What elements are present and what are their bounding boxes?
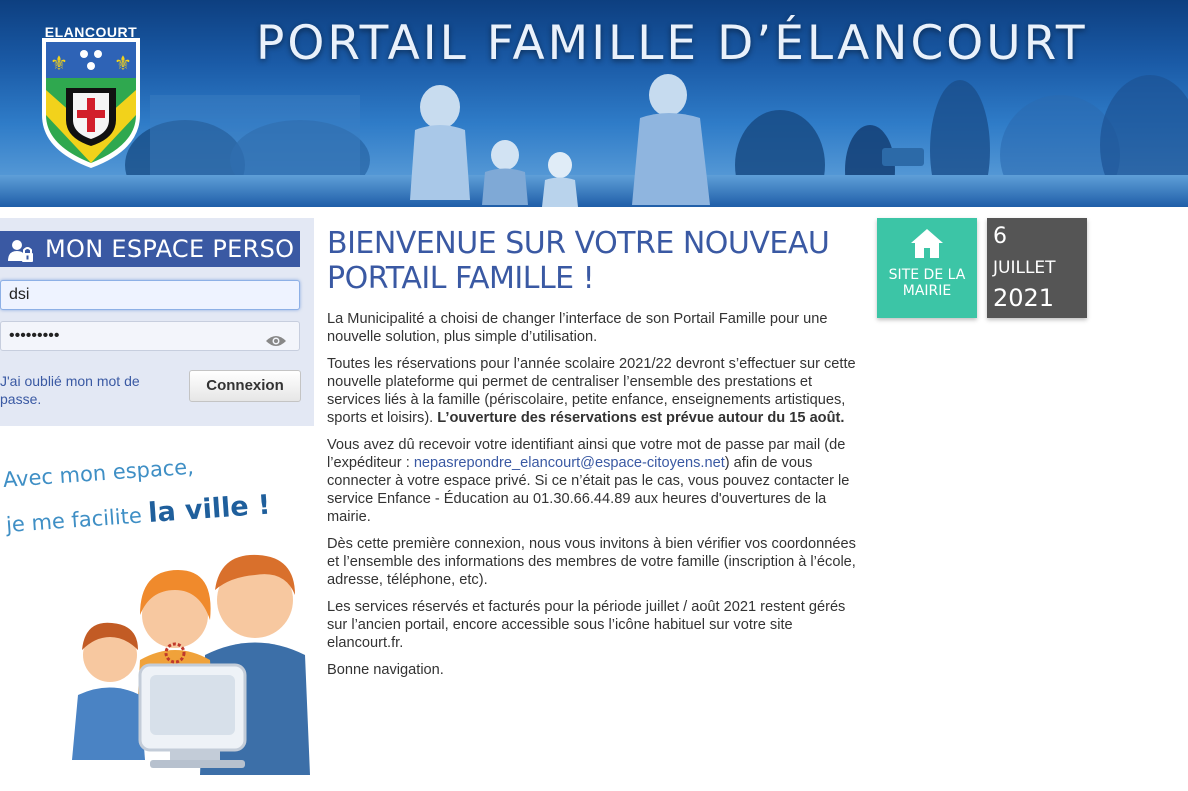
- site-mairie-tile[interactable]: [877, 218, 977, 318]
- paragraph-credentials: [327, 436, 857, 526]
- paragraph-reservations: [327, 355, 857, 427]
- paragraph-closing: Bonne navigation.: [327, 662, 444, 678]
- slogan-line-1: Avec mon espace,: [2, 454, 195, 492]
- login-title: MON ESPACE PERSO: [45, 235, 295, 263]
- paragraph-credentials-before: Vous avez dû recevoir votre identifiant ainsi que votre mot de passe par mail (de l’expéditeur :: [327, 437, 846, 471]
- paragraph-reservations-bold: L’ouverture des réservations est prévue autour du 15 août.: [437, 410, 845, 426]
- banner-title: PORTAIL FAMILLE D’ÉLANCOURT: [256, 16, 1088, 71]
- login-panel: [0, 218, 314, 426]
- site-banner: [0, 0, 1188, 207]
- home-icon: [910, 227, 944, 263]
- paragraph-summer-services: Les services réservés et facturés pour la période juillet / août 2021 restent gérés sur l’ancien portail, encore accessible sous l’icône habituel sur votre site elancourt.fr.: [327, 599, 846, 651]
- svg-text:⚜: ⚜: [114, 51, 132, 75]
- site-mairie-label: SITE DE LA MAIRIE: [888, 267, 966, 299]
- password-value: •••••••••: [9, 327, 60, 344]
- forgot-password-link[interactable]: J'ai oublié mon mot de passe.: [0, 373, 140, 407]
- svg-text:⚜: ⚜: [50, 51, 68, 75]
- username-field[interactable]: dsi: [0, 280, 300, 310]
- date-year: 2021: [993, 284, 1055, 312]
- password-field[interactable]: [0, 321, 300, 351]
- date-day: 6: [993, 224, 1007, 249]
- family-computer-illustration: [0, 545, 320, 775]
- main-content: [327, 226, 857, 688]
- paragraph-verify: Dès cette première connexion, nous vous invitons à bien vérifier vos coordonnées et l’ensemble des informations des membres de votre famille (inscription à l’école, adresse, téléphone, etc).: [327, 536, 856, 588]
- slogan-line-2: [5, 490, 271, 539]
- date-month: JUILLET: [993, 258, 1056, 278]
- logo-text: ELANCOURT: [44, 24, 138, 40]
- sender-email-link[interactable]: nepasrepondre_elancourt@espace-citoyens.net: [413, 455, 725, 471]
- paragraph-credentials-after: ) afin de vous connecter à votre espace privé. Si ce n’était pas le cas, vous pouvez contacter le service Enfance - Éducation au 01.30.66.44.89 aux heures d'ouvertures de la mairie.: [327, 455, 850, 525]
- slogan-illustration: [0, 454, 320, 780]
- slogan-line-2-prefix: je me facilite: [5, 503, 143, 537]
- login-header: [0, 231, 300, 267]
- paragraph-reservations-text: Toutes les réservations pour l’année scolaire 2021/22 devront s’effectuer sur cette nouvelle plateforme qui permet de centraliser l’ensemble des prestations et services liés à la famille (périscolaire, petite enfance, enseignements artistiques, sports et loisirs).: [327, 356, 856, 426]
- slogan-line-2-emphasis: la ville !: [147, 489, 272, 530]
- elancourt-coat-of-arms-logo[interactable]: [36, 20, 146, 170]
- eye-icon[interactable]: [265, 330, 287, 358]
- paragraph-intro: La Municipalité a choisi de changer l’interface de son Portail Famille pour une nouvelle solution, plus simple d’utilisation.: [327, 311, 828, 345]
- user-lock-icon: [8, 237, 34, 273]
- page-title: BIENVENUE SUR VOTRE NOUVEAU PORTAIL FAMILLE !: [327, 226, 830, 296]
- date-tile: [987, 218, 1087, 318]
- connexion-button[interactable]: Connexion: [189, 370, 301, 402]
